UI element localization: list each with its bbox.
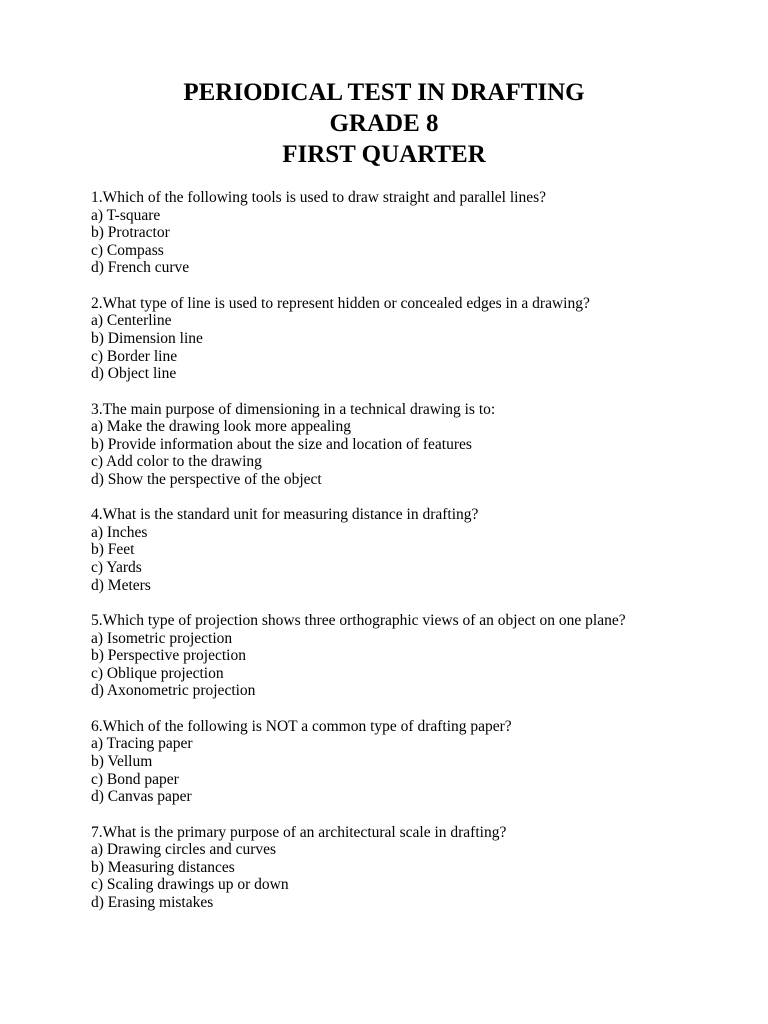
answer-option: c) Oblique projection	[91, 664, 224, 682]
answer-option: a) Inches	[91, 523, 148, 541]
question-text: 1.Which of the following tools is used to draw straight and parallel lines?	[91, 189, 546, 206]
answer-option: a) Tracing paper	[91, 735, 193, 753]
question-7	[91, 824, 671, 912]
document-header	[0, 77, 768, 170]
question-6	[91, 718, 671, 806]
answer-option: b) Vellum	[91, 753, 153, 771]
answer-option: d) Show the perspective of the object	[91, 470, 322, 488]
question-text: 4.What is the standard unit for measuring distance in drafting?	[91, 506, 479, 524]
question-text: 3.The main purpose of dimensioning in a technical drawing is to:	[91, 400, 496, 418]
question-2	[91, 295, 671, 383]
answer-option: a) Make the drawing look more appealing	[91, 418, 351, 436]
question-1	[91, 189, 671, 277]
answer-option: d) Object line	[91, 365, 177, 383]
answer-option: a) Drawing circles and curves	[91, 841, 277, 859]
question-text: 6.Which of the following is NOT a common type of drafting paper?	[91, 717, 512, 735]
grade-level: GRADE 8	[329, 110, 439, 137]
answer-option: d) Canvas paper	[91, 788, 192, 806]
answer-option: d) Meters	[91, 576, 151, 594]
question-text: 2.What type of line is used to represent hidden or concealed edges in a drawing?	[91, 294, 590, 312]
answer-option: c) Add color to the drawing	[91, 453, 262, 471]
answer-option: b) Feet	[91, 541, 135, 559]
answer-option: c) Border line	[91, 347, 178, 365]
test-title: PERIODICAL TEST IN DRAFTING	[183, 79, 585, 106]
answer-option: b) Dimension line	[91, 329, 203, 347]
answer-option: a) Centerline	[91, 312, 172, 330]
question-text: 7.What is the primary purpose of an architectural scale in drafting?	[91, 823, 507, 841]
answer-option: c) Compass	[91, 241, 164, 259]
question-4	[91, 506, 671, 594]
quarter-label: FIRST QUARTER	[282, 141, 486, 168]
answer-option: c) Bond paper	[91, 770, 179, 788]
question-text: 5.Which type of projection shows three orthographic views of an object on one plane?	[91, 612, 626, 630]
answer-option: c) Yards	[91, 559, 142, 577]
answer-option: b) Perspective projection	[91, 647, 246, 665]
question-list	[91, 189, 671, 929]
answer-option: d) Erasing mistakes	[91, 893, 214, 911]
answer-option: d) Axonometric projection	[91, 682, 256, 700]
answer-option: b) Provide information about the size and location of features	[91, 435, 472, 453]
answer-option: a) T-square	[91, 206, 161, 224]
question-3	[91, 401, 671, 489]
answer-option: b) Measuring distances	[91, 858, 235, 876]
answer-option: c) Scaling drawings up or down	[91, 876, 289, 894]
question-5	[91, 612, 671, 700]
answer-option: d) French curve	[91, 259, 190, 277]
answer-option: b) Protractor	[91, 224, 170, 242]
answer-option: a) Isometric projection	[91, 629, 233, 647]
